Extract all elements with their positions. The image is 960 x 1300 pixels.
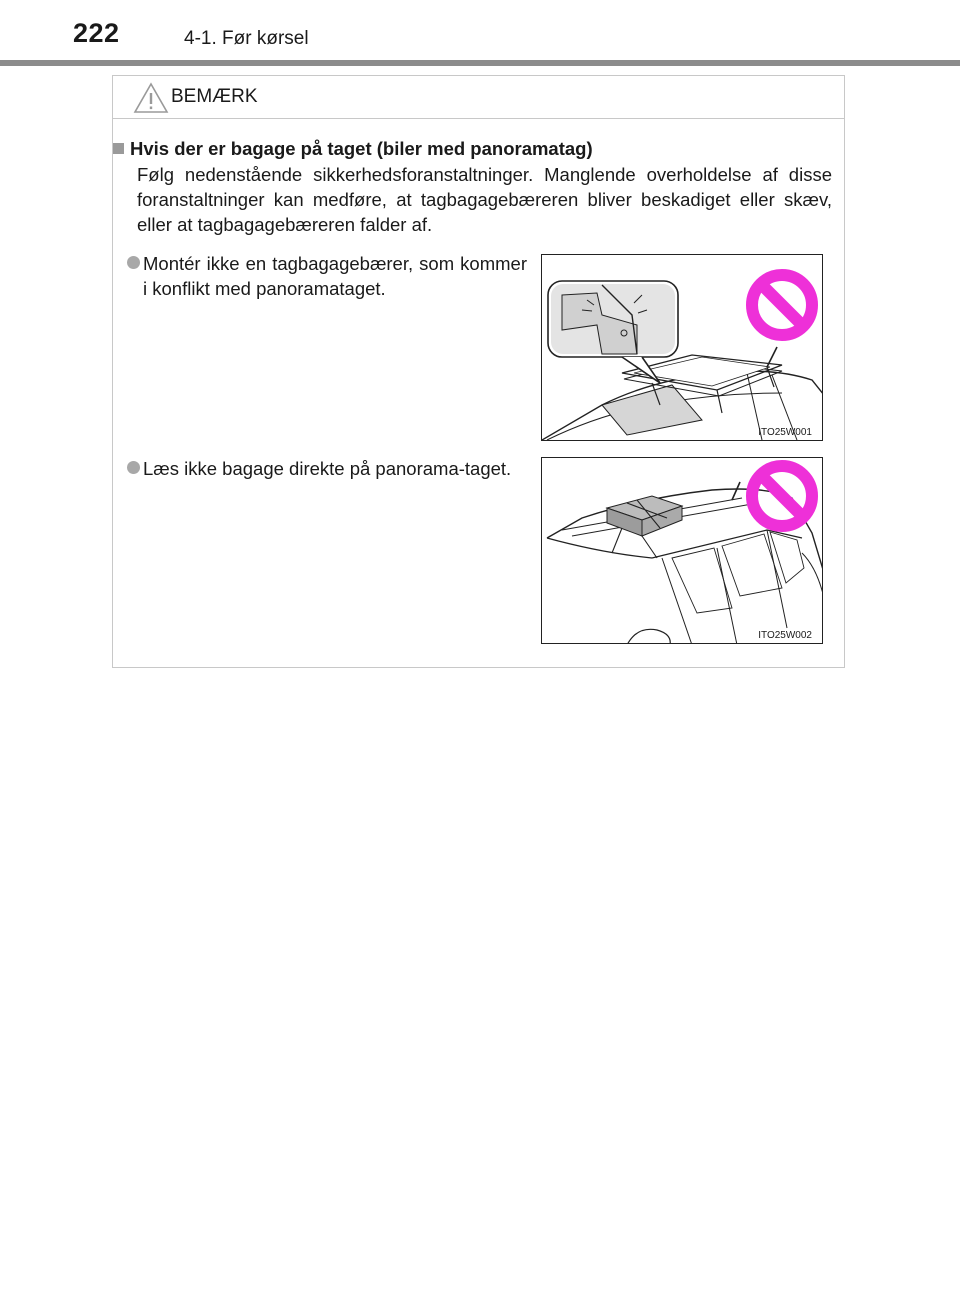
- roof-rack-illustration: [542, 255, 823, 441]
- figure-code-2: ITO25W002: [758, 630, 812, 641]
- notice-heading: [113, 138, 593, 160]
- prohibition-icon: [752, 275, 812, 335]
- figure-roof-rack: [541, 254, 823, 441]
- heading-square-icon: [113, 143, 124, 154]
- bullet-dot-icon: [127, 256, 140, 269]
- page-number: 222: [73, 18, 120, 48]
- bullet-item-2: [127, 456, 527, 481]
- prohibition-icon: [752, 466, 812, 526]
- bullet-text-2: Læs ikke bagage direkte på panorama-taget.: [143, 458, 512, 479]
- heading-text: Hvis der er bagage på taget (biler med panoramatag): [130, 138, 593, 159]
- notice-title: BEMÆRK: [171, 86, 258, 107]
- section-label: 4-1. Før kørsel: [184, 28, 309, 49]
- notice-box: [112, 75, 845, 668]
- header-rule: [0, 60, 960, 66]
- notice-paragraph: Følg nedenstående sikkerhedsforanstaltninger. Manglende overholdelse af disse foranstaltninger kan medføre, at tagbagagebæreren bliver beskadiget eller skæv, eller at tagbagagebæreren falder af.: [137, 164, 832, 235]
- figure-code-1: ITO25W001: [758, 427, 812, 438]
- warning-triangle-icon: [133, 82, 169, 114]
- bullet-dot-icon: [127, 461, 140, 474]
- figure-roof-luggage: [541, 457, 823, 644]
- roof-luggage-illustration: [542, 458, 823, 644]
- bullet-item-1: [127, 251, 527, 301]
- bullet-text-1: Montér ikke en tagbagagebærer, som kommer i konflikt med panoramataget.: [143, 253, 527, 299]
- notice-header: [113, 76, 844, 119]
